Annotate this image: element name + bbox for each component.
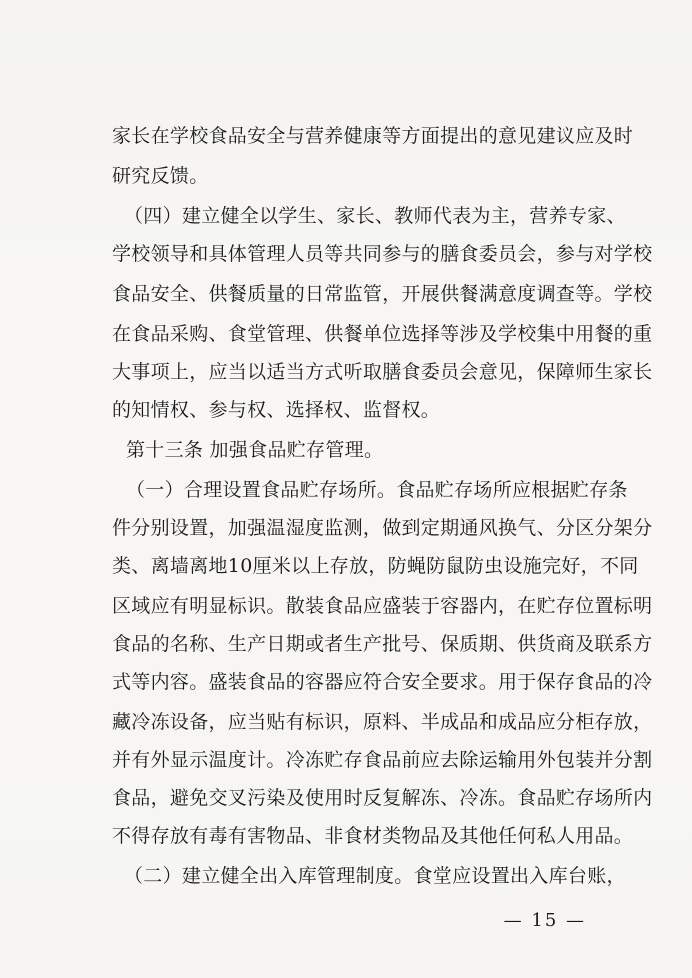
text-line: 件分别设置，加强温湿度监测，做到定期通风换气、分区分架分 [112, 517, 653, 539]
text-line: 区域应有明显标识。散装食品应盛装于容器内，在贮存位置标明 [112, 595, 653, 617]
text-line: 食品安全、供餐质量的日常监管，开展供餐满意度调查等。学校 [112, 283, 653, 305]
text-line: （四）建立健全以学生、家长、教师代表为主，营养专家、 [124, 205, 626, 227]
text-line: 大事项上，应当以适当方式听取膳食委员会意见，保障师生家长 [112, 361, 653, 383]
text-line: （一）合理设置食品贮存场所。食品贮存场所应根据贮存条 [126, 479, 628, 501]
text-line: 食品，避免交叉污染及使用时反复解冻、冷冻。食品贮存场所内 [112, 787, 653, 809]
text-line: 不得存放有毒有害物品、非食材类物品及其他任何私人用品。 [112, 825, 634, 847]
article-heading: 第十三条 加强食品贮存管理。 [126, 439, 384, 461]
text-line: 类、离墙离地10厘米以上存放，防蝇防鼠防虫设施完好，不同 [112, 555, 639, 577]
text-line: 藏冷冻设备，应当贴有标识，原料、半成品和成品应分柜存放， [112, 711, 653, 733]
text-line: 的知情权、参与权、选择权、监督权。 [112, 399, 441, 421]
text-line: 式等内容。盛装食品的容器应符合安全要求。用于保存食品的冷 [112, 671, 653, 693]
page-number: — 15 — [503, 910, 586, 931]
text-line: 研究反馈。 [112, 165, 209, 187]
text-line: 并有外显示温度计。冷冻贮存食品前应去除运输用外包装并分割 [112, 749, 653, 771]
text-line: （二）建立健全出入库管理制度。食堂应设置出入库台账， [124, 865, 626, 887]
text-line: 学校领导和具体管理人员等共同参与的膳食委员会，参与对学校 [112, 243, 653, 265]
text-line: 家长在学校食品安全与营养健康等方面提出的意见建议应及时 [112, 125, 634, 147]
text-line: 在食品采购、食堂管理、供餐单位选择等涉及学校集中用餐的重 [112, 323, 653, 345]
text-line: 食品的名称、生产日期或者生产批号、保质期、供货商及联系方 [112, 633, 653, 655]
